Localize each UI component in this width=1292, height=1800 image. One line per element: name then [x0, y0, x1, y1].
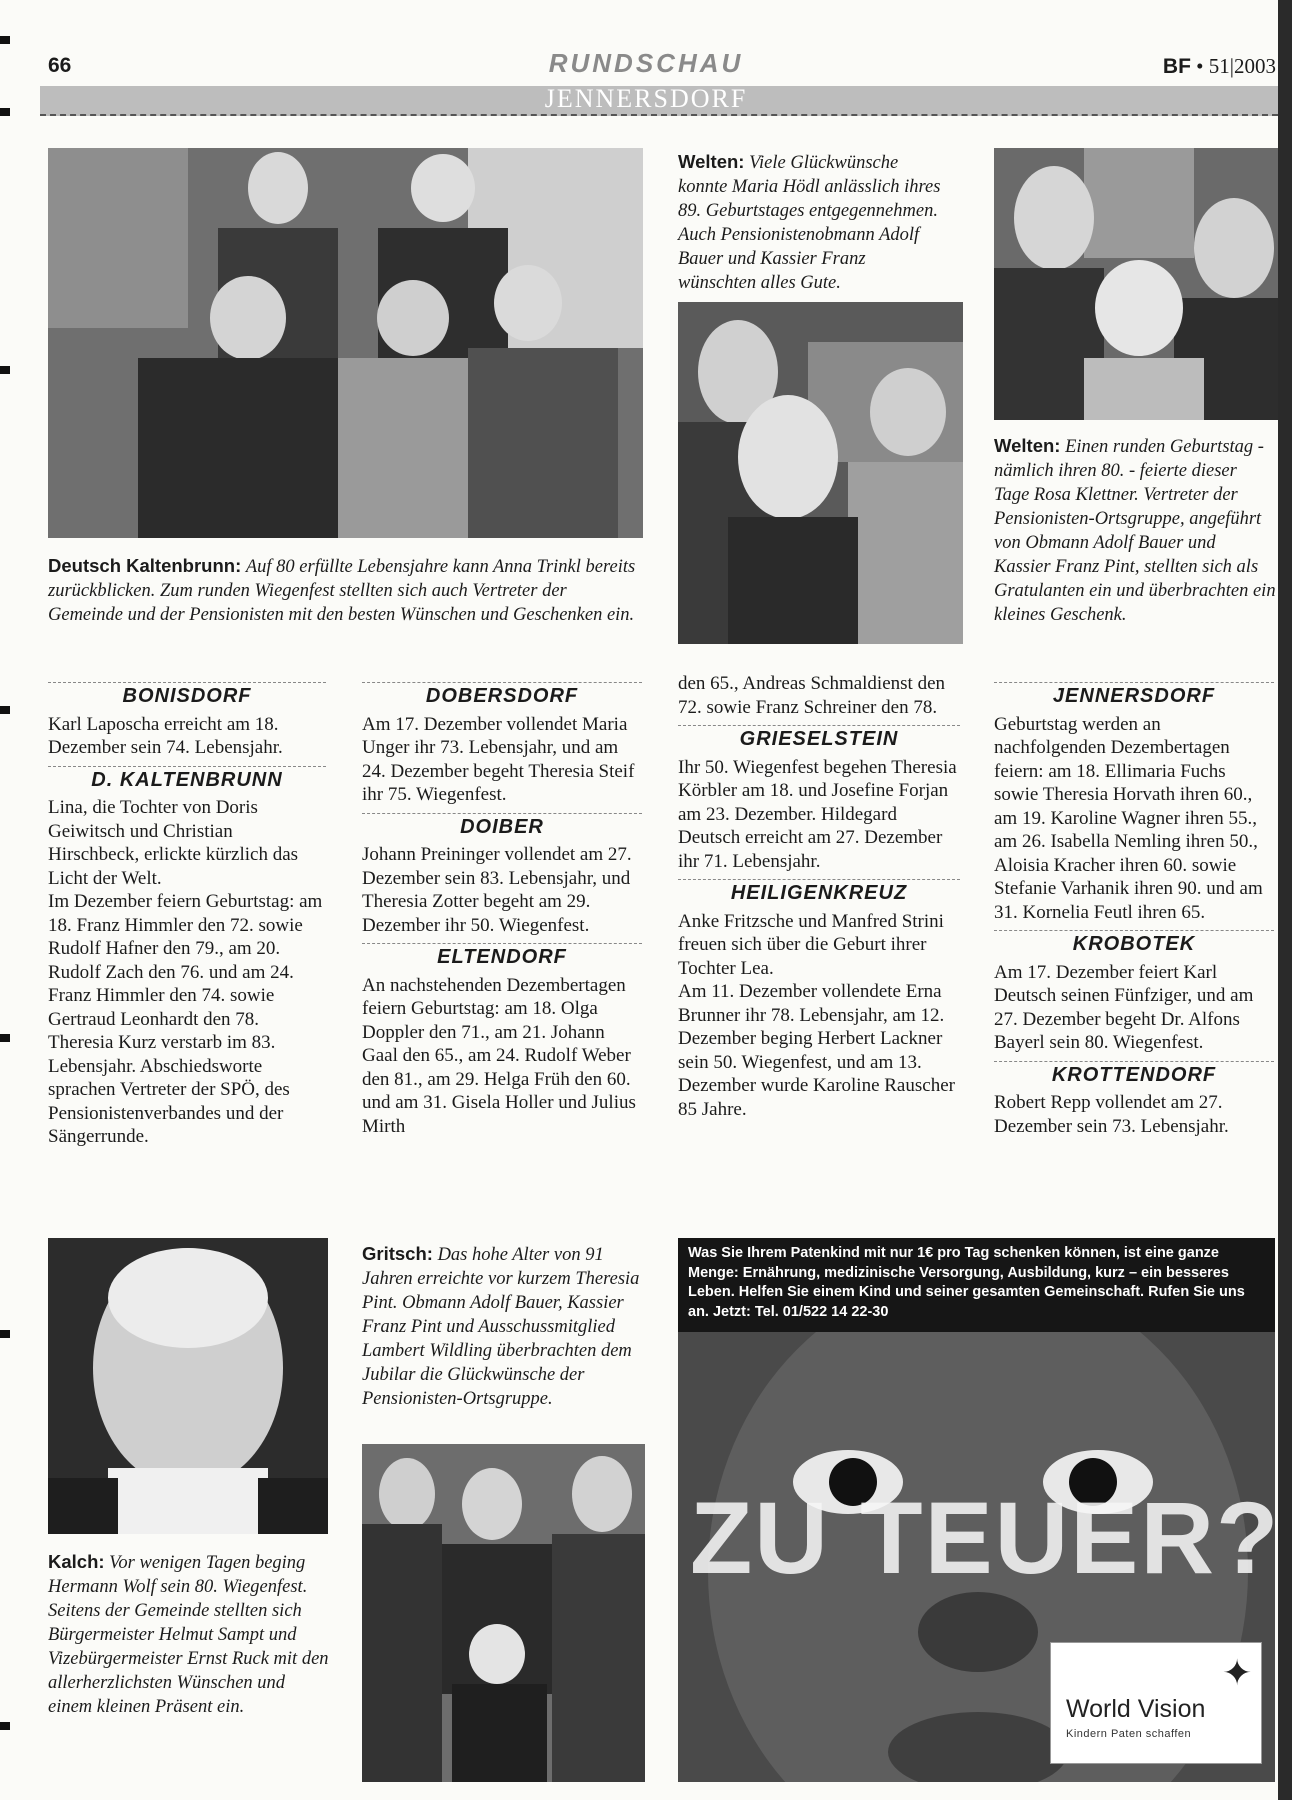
caption-place: Welten: [994, 435, 1061, 456]
article-krottendorf: Robert Repp vollendet am 27. Dezember sein 73. Lebensjahr. [994, 1092, 1229, 1137]
article-jennersdorf: Geburtstag werden an nachfolgenden Dezembertagen feiern: am 18. Ellimaria Fuchs sowie Theresia Horvath ihren 60., am 19. Karoline Wagner ihren 55., am 26. Isabella Nemling ihren 50., Aloisia Kracher ihren 60. sowie Stefanie Varhanik ihren 90. und am 31. Kornelia Feutl ihren 65. [994, 713, 1263, 923]
article-heiligenkreuz-p1: Anke Fritzsche und Manfred Strini freuen sich über die Geburt ihrer Tochter Lea. [678, 910, 944, 979]
caption-welten-klettner [994, 434, 1276, 627]
photo-deutsch-kaltenbrunn [48, 148, 643, 538]
article-kaltenbrunn-p3: Theresia Kurz verstarb im 83. Lebensjahr. Abschiedsworte sprachen Vertreter der SPÖ, des Pensionistenverbandes und der Sängerrunde. [48, 1032, 290, 1147]
heading-doiber: DOIBER [362, 813, 642, 840]
caption-text: Viele Glückwünsche konnte Maria Hödl anlässlich ihres 89. Geburtstages entgegennehmen. Auch Pensionistenobmann Adolf Bauer und Kassier Franz wünschten alles Gute. [678, 153, 941, 293]
star-icon: ✦ [1222, 1653, 1253, 1693]
heading-kaltenbrunn: D. KALTENBRUNN [48, 766, 326, 793]
ad-text-banner: Was Sie Ihrem Patenkind mit nur 1€ pro Tag schenken können, ist eine ganze Menge: Ernährung, medizinische Versorgung, Ausbildung, kurz – ein besseres Leben. Helfen Sie einem Kind und seiner gesamten Gemeinschaft. Rufen Sie uns an. Jetzt: Tel. 01/522 14 22-30 [678, 1238, 1275, 1332]
page-number: 66 [48, 54, 72, 77]
heading-krottendorf: KROTTENDORF [994, 1061, 1274, 1088]
caption-text: Auf 80 erfüllte Lebensjahre kann Anna Trinkl bereits zurückblicken. Zum runden Wiegenfest stellten sich auch Vertreter der Gemeinde und der Pensionisten mit den besten Wünschen und Geschenken ein. [48, 557, 636, 625]
article-doiber: Johann Preininger vollendet am 27. Dezember sein 83. Lebensjahr, und Theresia Zotter begeht am 29. Dezember ihr 50. Wiegenfest. [362, 844, 632, 936]
article-eltendorf: An nachstehenden Dezembertagen feiern Geburtstag: am 18. Olga Doppler den 71., am 21. Johann Gaal den 65., am 24. Rudolf Weber den 81., am 29. Helga Früh den 60. und am 31. Gisela Holler und Julius Mirth [362, 974, 636, 1137]
binding-hole [0, 1034, 10, 1042]
article-grieselstein: Ihr 50. Wiegenfest begehen Theresia Körbler am 18. und Josefine Forjan am 23. Dezember. Hildegard Deutsch erreicht am 27. Dezember ihr 71. Lebensjahr. [678, 756, 957, 872]
binding-hole [0, 36, 10, 44]
photo-welten-hoedl [678, 302, 963, 644]
caption-text: Einen runden Geburtstag - nämlich ihren 80. - feierte dieser Tage Rosa Klettner. Vertreter der Pensionisten-Ortsgruppe, angeführt von Obmann Adolf Bauer und Kassier Franz Pint, stellten sich als Gratulanten ein und überbrachten ein kleines Geschenk. [994, 437, 1276, 625]
publication-title: RUNDSCHAU [548, 48, 744, 78]
photo-welten-klettner [994, 148, 1278, 420]
caption-place: Gritsch: [362, 1243, 433, 1264]
heading-eltendorf: ELTENDORF [362, 943, 642, 970]
caption-kalch [48, 1550, 330, 1719]
caption-deutsch-kaltenbrunn [48, 554, 643, 627]
heading-bonisdorf: BONISDORF [48, 682, 326, 709]
caption-place: Welten: [678, 151, 745, 172]
ad-logo-name: World Vision [1066, 1695, 1206, 1723]
caption-place: Kalch: [48, 1551, 105, 1572]
caption-place: Deutsch Kaltenbrunn: [48, 555, 242, 576]
caption-welten-hoedl [678, 150, 948, 295]
heading-jennersdorf: JENNERSDORF [994, 682, 1274, 709]
article-eltendorf-continued: den 65., Andreas Schmaldienst den 72. sowie Franz Schreiner den 78. [678, 673, 946, 718]
caption-text: Das hohe Alter von 91 Jahren erreichte vor kurzem Theresia Pint. Obmann Adolf Bauer, Kassier Franz Pint und Ausschussmitglied Lambert Wildling überbrachten dem Jubilar die Glückwünsche der Pensionisten-Ortsgruppe. [362, 1245, 640, 1409]
heading-krobotek: KROBOTEK [994, 930, 1274, 957]
binding-hole [0, 706, 10, 714]
section-title: JENNERSDORF [544, 84, 748, 113]
article-kaltenbrunn-p2: Im Dezember feiern Geburtstag: am 18. Franz Himmler den 72. sowie Rudolf Hafner den 79., am 20. Rudolf Zach den 76. und am 24. Franz Himmler den 74. sowie Gertraud Leonhardt den 78. [48, 891, 323, 1030]
photo-gritsch [362, 1444, 645, 1782]
issue-label: BF • 51|2003 [1162, 54, 1276, 78]
caption-text: Vor wenigen Tagen beging Hermann Wolf sein 80. Wiegenfest. Seitens der Gemeinde stellten sich Bürgermeister Helmut Sampt und Vizebürgermeister Ernst Ruck mit den allerherzlichsten Wünschen und einem kleinen Präsent ein. [48, 1553, 329, 1717]
article-dobersdorf: Am 17. Dezember vollendet Maria Unger ihr 73. Lebensjahr, und am 24. Dezember begeht Theresia Steif ihr 75. Wiegenfest. [362, 713, 635, 805]
ad-logo-tagline: Kindern Paten schaffen [1066, 1728, 1192, 1740]
column-1 [48, 682, 326, 1149]
binding-hole [0, 1722, 10, 1730]
binding-hole [0, 1330, 10, 1338]
photo-kalch [48, 1238, 328, 1534]
column-4 [994, 682, 1274, 1138]
caption-gritsch [362, 1242, 644, 1411]
ad-headline: ZU TEUER? [690, 1481, 1281, 1595]
article-bonisdorf: Karl Laposcha erreicht am 18. Dezember sein 74. Lebensjahr. [48, 713, 283, 758]
issue-number: 51|2003 [1208, 54, 1276, 78]
binding-hole [0, 366, 10, 374]
article-kaltenbrunn-p1: Lina, die Tochter von Doris Geiwitsch und Christian Hirschbeck, erlickte kürzlich das Licht der Welt. [48, 797, 299, 889]
heading-dobersdorf: DOBERSDORF [362, 682, 642, 709]
column-3 [678, 672, 960, 1121]
heading-grieselstein: GRIESELSTEIN [678, 725, 960, 752]
article-krobotek: Am 17. Dezember feiert Karl Deutsch seinen Fünfziger, und am 27. Dezember begeht Dr. Alfons Bayerl sein 80. Wiegenfest. [994, 961, 1254, 1053]
article-heiligenkreuz-p2: Am 11. Dezember vollendete Erna Brunner ihr 78. Lebensjahr, am 12. Dezember beging Herbert Lackner sein 50. Wiegenfest, und am 13. Dezember wurde Karoline Rauscher 85 Jahre. [678, 981, 955, 1120]
heading-heiligenkreuz: HEILIGENKREUZ [678, 879, 960, 906]
column-2 [362, 682, 642, 1138]
brand-label: BF [1162, 55, 1191, 78]
